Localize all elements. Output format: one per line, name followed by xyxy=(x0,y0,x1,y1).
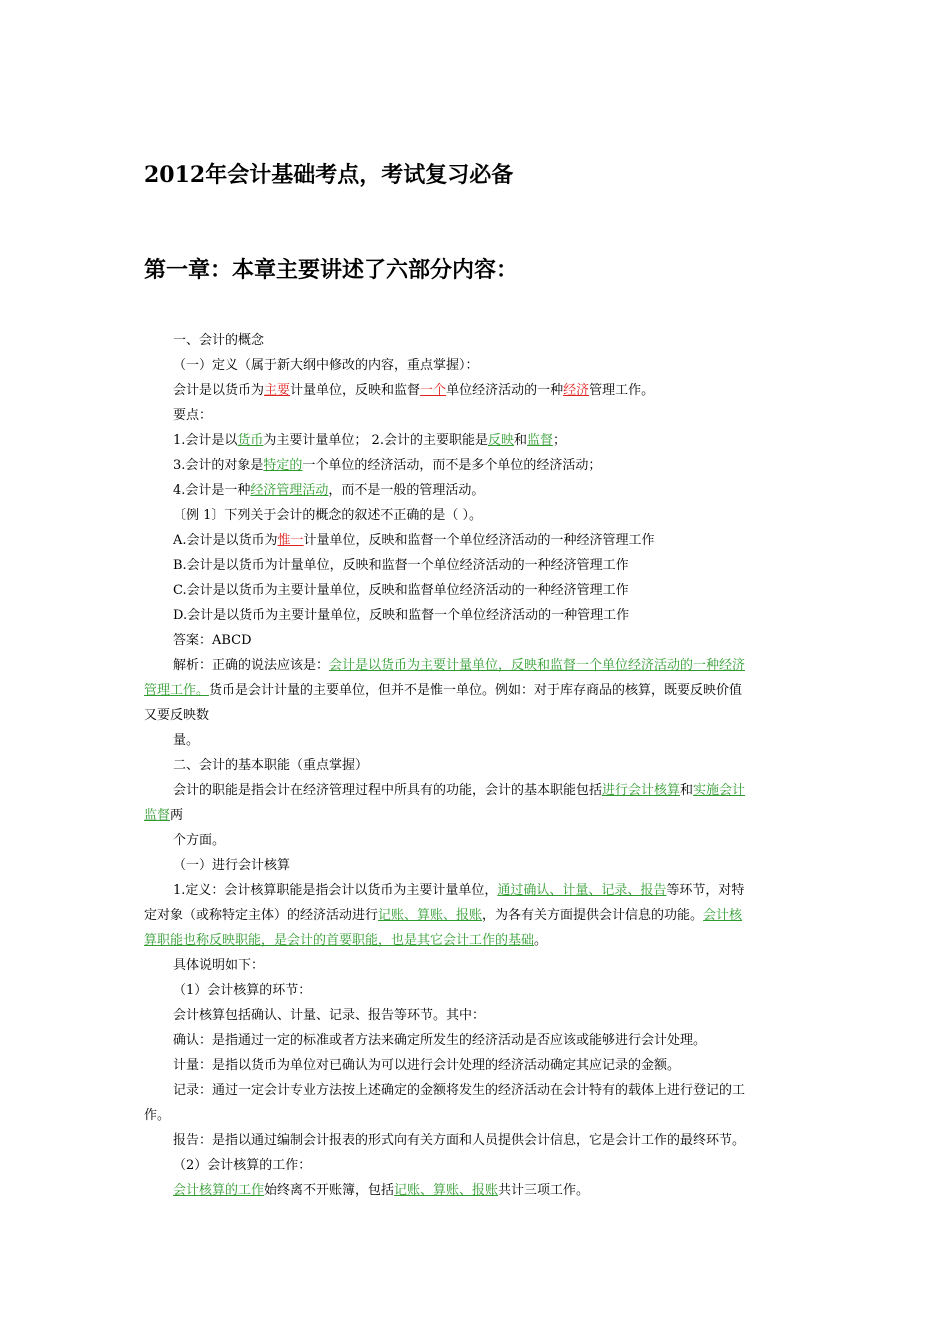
text-segment: 确认：是指通过一定的标准或者方法来确定所发生的经济活动是否应该或能够进行会计处理。 xyxy=(173,1033,707,1048)
text-line xyxy=(144,1128,806,1153)
highlight-red: 主要 xyxy=(264,383,291,398)
text-segment: 要点： xyxy=(173,408,213,423)
text-line xyxy=(144,778,806,803)
text-segment: 定对象（或称特定主体）的经济活动进行 xyxy=(144,908,379,923)
highlight-green: 会计核算的工作 xyxy=(173,1183,265,1198)
text-line xyxy=(144,1053,806,1078)
highlight-green: 反映 xyxy=(487,433,514,448)
highlight-green: 实施会计 xyxy=(693,783,746,798)
text-line xyxy=(144,703,806,728)
text-line xyxy=(144,903,806,928)
text-segment: 。 xyxy=(534,933,548,948)
highlight-green: 记账、算账、报账 xyxy=(394,1183,499,1198)
text-segment: 单位经济活动的一种 xyxy=(446,383,564,398)
chapter-heading: 第一章：本章主要讲述了六部分内容： xyxy=(144,257,519,283)
text-line xyxy=(144,403,806,428)
text-segment: 和 xyxy=(680,783,694,798)
text-segment: 记录：通过一定会计专业方法按上述确定的金额将发生的经济活动在会计特有的载体上进行登记的工 xyxy=(173,1083,746,1098)
text-line xyxy=(144,853,806,878)
text-segment: 量。 xyxy=(173,733,200,748)
document-body xyxy=(144,328,806,1203)
text-segment: C.会计是以货币为主要计量单位，反映和监督单位经济活动的一种经济管理工作 xyxy=(173,583,629,598)
text-line xyxy=(144,1103,806,1128)
text-segment: 具体说明如下： xyxy=(173,958,265,973)
text-line xyxy=(144,378,806,403)
text-segment: 个方面。 xyxy=(173,833,226,848)
highlight-red: 惟一 xyxy=(277,533,304,548)
text-segment: 货币是会计计量的主要单位，但并不是惟一单位。例如：对于库存商品的核算，既要反映价值 xyxy=(209,683,743,698)
text-segment: 会计的职能是指会计在经济管理过程中所具有的功能，会计的基本职能包括 xyxy=(173,783,603,798)
text-segment: （2）会计核算的工作： xyxy=(173,1158,312,1173)
highlight-red: 经济 xyxy=(563,383,590,398)
text-line xyxy=(144,653,806,678)
text-segment: B.会计是以货币为计量单位，反映和监督一个单位经济活动的一种经济管理工作 xyxy=(173,558,629,573)
text-segment: （一）进行会计核算 xyxy=(173,858,291,873)
highlight-green: 货币 xyxy=(237,433,264,448)
text-segment: 为主要计量单位； 2.会计的主要职能是 xyxy=(263,433,488,448)
text-segment: 解析：正确的说法应该是： xyxy=(173,658,330,673)
text-segment: 会计是以货币为 xyxy=(173,383,265,398)
text-segment: 管理工作。 xyxy=(589,383,655,398)
text-segment: 始终离不开账簿，包括 xyxy=(264,1183,395,1198)
text-line xyxy=(144,453,806,478)
highlight-red: 一个 xyxy=(420,383,447,398)
text-line xyxy=(144,1178,806,1203)
text-segment: 一、会计的概念 xyxy=(173,333,265,348)
text-segment: 和 xyxy=(513,433,527,448)
text-line xyxy=(144,978,806,1003)
highlight-green: 经济管理活动 xyxy=(250,483,329,498)
text-line xyxy=(144,578,806,603)
highlight-green: 监督 xyxy=(527,433,554,448)
highlight-green: 会计核 xyxy=(703,908,743,923)
highlight-green: 算职能也称反映职能，是会计的首要职能，也是其它会计工作的基础 xyxy=(144,933,535,948)
text-line xyxy=(144,1028,806,1053)
text-segment: ，为各有关方面提供会计信息的功能。 xyxy=(482,908,704,923)
highlight-green: 监督 xyxy=(144,808,171,823)
text-line xyxy=(144,1078,806,1103)
text-segment: ； xyxy=(553,433,567,448)
text-line xyxy=(144,628,806,653)
text-line xyxy=(144,1003,806,1028)
text-segment: 1.会计是以 xyxy=(173,433,238,448)
text-segment: 计量单位，反映和监督 xyxy=(290,383,421,398)
text-line xyxy=(144,878,806,903)
text-line xyxy=(144,828,806,853)
text-line xyxy=(144,503,806,528)
text-line xyxy=(144,803,806,828)
text-segment: ，而不是一般的管理活动。 xyxy=(328,483,485,498)
text-segment: 共计三项工作。 xyxy=(498,1183,590,1198)
text-line xyxy=(144,328,806,353)
text-segment: 会计核算包括确认、计量、记录、报告等环节。其中： xyxy=(173,1008,486,1023)
document-title: 2012年会计基础考点，考试复习必备 xyxy=(144,162,514,188)
text-segment: 计量：是指以货币为单位对已确认为可以进行会计处理的经济活动确定其应记录的金额。 xyxy=(173,1058,681,1073)
highlight-green: 特定的 xyxy=(263,458,303,473)
text-segment: （一）定义（属于新大纲中修改的内容，重点掌握）： xyxy=(173,358,479,373)
text-line xyxy=(144,1153,806,1178)
text-segment: 4.会计是一种 xyxy=(173,483,251,498)
text-segment: 两 xyxy=(170,808,184,823)
highlight-green: 会计是以货币为主要计量单位，反映和监督一个单位经济活动的一种经济 xyxy=(329,658,746,673)
text-line xyxy=(144,603,806,628)
text-line xyxy=(144,928,806,953)
text-segment: 〔例 1〕下列关于会计的概念的叙述不正确的是（ ）。 xyxy=(173,508,483,523)
text-line xyxy=(144,753,806,778)
text-line xyxy=(144,953,806,978)
text-line xyxy=(144,353,806,378)
text-segment: 3.会计的对象是 xyxy=(173,458,264,473)
highlight-green: 通过确认、计量、记录、报告 xyxy=(497,883,667,898)
text-segment: 1.定义：会计核算职能是指会计以货币为主要计量单位， xyxy=(173,883,498,898)
text-segment: 答案：ABCD xyxy=(173,633,252,648)
text-line xyxy=(144,728,806,753)
text-segment: A.会计是以货币为 xyxy=(173,533,278,548)
text-line xyxy=(144,528,806,553)
highlight-green: 进行会计核算 xyxy=(602,783,681,798)
text-segment: D.会计是以货币为主要计量单位，反映和监督一个单位经济活动的一种管理工作 xyxy=(173,608,630,623)
text-segment: （1）会计核算的环节： xyxy=(173,983,312,998)
highlight-green: 管理工作。 xyxy=(144,683,210,698)
text-segment: 报告：是指以通过编制会计报表的形式向有关方面和人员提供会计信息，它是会计工作的最终环节。 xyxy=(173,1133,746,1148)
text-line xyxy=(144,678,806,703)
text-line xyxy=(144,478,806,503)
text-segment: 等环节，对特 xyxy=(666,883,745,898)
text-line xyxy=(144,428,806,453)
text-segment: 作。 xyxy=(144,1108,171,1123)
text-line xyxy=(144,553,806,578)
text-segment: 计量单位，反映和监督一个单位经济活动的一种经济管理工作 xyxy=(303,533,655,548)
text-segment: 二、会计的基本职能（重点掌握） xyxy=(173,758,369,773)
highlight-green: 记账、算账、报账 xyxy=(378,908,483,923)
text-segment: 一个单位的经济活动，而不是多个单位的经济活动； xyxy=(302,458,602,473)
text-segment: 又要反映数 xyxy=(144,708,210,723)
